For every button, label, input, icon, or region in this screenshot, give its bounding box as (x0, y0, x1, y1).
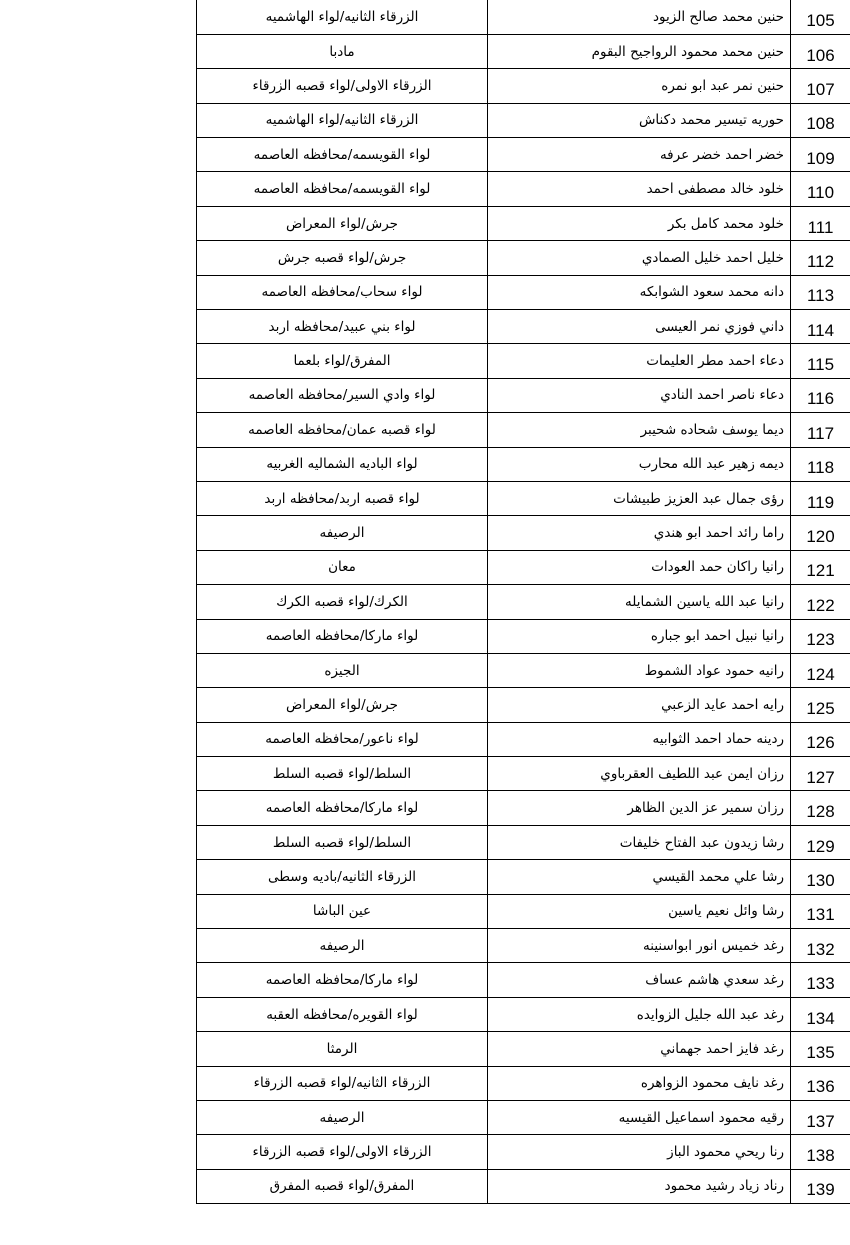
name-cell: رغد خميس انور ابواسنينه (488, 929, 791, 963)
row-number-cell: 118 (791, 447, 850, 481)
name-cell: خليل احمد خليل الصمادي (488, 241, 791, 275)
name-cell: رنا ريحي محمود الباز (488, 1135, 791, 1169)
region-cell: الرصيفه (197, 516, 488, 550)
name-cell: رشا علي محمد القيسي (488, 860, 791, 894)
name-cell: دانه محمد سعود الشوابكه (488, 275, 791, 309)
table-row (197, 894, 850, 928)
table-row (197, 138, 850, 172)
region-cell: لواء الباديه الشماليه الغربيه (197, 447, 488, 481)
region-cell: الزرقاء الثانيه/باديه وسطى (197, 860, 488, 894)
row-number-cell: 128 (791, 791, 850, 825)
table-row (197, 929, 850, 963)
table-row (197, 241, 850, 275)
name-cell: رانيا نبيل احمد ابو جباره (488, 619, 791, 653)
region-cell: لواء القويسمه/محافظه العاصمه (197, 172, 488, 206)
region-cell: جرش/لواء المعراض (197, 688, 488, 722)
region-cell: الرصيفه (197, 929, 488, 963)
row-number-cell: 107 (791, 69, 850, 103)
row-number-cell: 138 (791, 1135, 850, 1169)
table-row (197, 550, 850, 584)
document-sheet (196, 0, 850, 1204)
name-cell: رزان ايمن عبد اللطيف العقرباوي (488, 757, 791, 791)
region-cell: لواء بني عبيد/محافظه اربد (197, 310, 488, 344)
name-cell: ديمه زهير عبد الله محارب (488, 447, 791, 481)
region-cell: لواء ماركا/محافظه العاصمه (197, 963, 488, 997)
row-number-cell: 108 (791, 103, 850, 137)
row-number-cell: 106 (791, 34, 850, 68)
name-cell: رشا زيدون عبد الفتاح خليفات (488, 825, 791, 859)
region-cell: المفرق/لواء بلعما (197, 344, 488, 378)
table-row (197, 722, 850, 756)
region-cell: المفرق/لواء قصبه المفرق (197, 1169, 488, 1203)
table-row (197, 1135, 850, 1169)
table-row (197, 447, 850, 481)
table-row (197, 378, 850, 412)
row-number-cell: 130 (791, 860, 850, 894)
name-cell: حوريه تيسير محمد دكناش (488, 103, 791, 137)
row-number-cell: 114 (791, 310, 850, 344)
region-cell: السلط/لواء قصبه السلط (197, 825, 488, 859)
name-cell: داني فوزي نمر العيسى (488, 310, 791, 344)
name-cell: رناد زياد رشيد محمود (488, 1169, 791, 1203)
row-number-cell: 121 (791, 550, 850, 584)
name-cell: رانيه حمود عواد الشموط (488, 653, 791, 687)
name-cell: حنين نمر عبد ابو نمره (488, 69, 791, 103)
table-row (197, 481, 850, 515)
region-cell: الزرقاء الاولى/لواء قصبه الزرقاء (197, 1135, 488, 1169)
table-row (197, 1066, 850, 1100)
row-number-cell: 116 (791, 378, 850, 412)
row-number-cell: 129 (791, 825, 850, 859)
table-row (197, 34, 850, 68)
region-cell: معان (197, 550, 488, 584)
region-cell: مادبا (197, 34, 488, 68)
row-number-cell: 105 (791, 0, 850, 34)
region-cell: لواء ناعور/محافظه العاصمه (197, 722, 488, 756)
table-row (197, 653, 850, 687)
name-cell: خضر احمد خضر عرفه (488, 138, 791, 172)
row-number-cell: 125 (791, 688, 850, 722)
table-row (197, 310, 850, 344)
name-cell: خلود محمد كامل بكر (488, 206, 791, 240)
region-cell: الجيزه (197, 653, 488, 687)
region-cell: جرش/لواء قصبه جرش (197, 241, 488, 275)
region-cell: لواء ماركا/محافظه العاصمه (197, 791, 488, 825)
region-cell: لواء وادي السير/محافظه العاصمه (197, 378, 488, 412)
row-number-cell: 136 (791, 1066, 850, 1100)
table-row (197, 413, 850, 447)
region-cell: السلط/لواء قصبه السلط (197, 757, 488, 791)
region-cell: عين الباشا (197, 894, 488, 928)
region-cell: الكرك/لواء قصبه الكرك (197, 585, 488, 619)
region-cell: لواء قصبه عمان/محافظه العاصمه (197, 413, 488, 447)
name-cell: ديما يوسف شحاده شحيبر (488, 413, 791, 447)
row-number-cell: 124 (791, 653, 850, 687)
row-number-cell: 127 (791, 757, 850, 791)
region-cell: الزرقاء الاولى/لواء قصبه الزرقاء (197, 69, 488, 103)
table-row (197, 619, 850, 653)
table-row (197, 791, 850, 825)
table-row (197, 344, 850, 378)
region-cell: لواء ماركا/محافظه العاصمه (197, 619, 488, 653)
row-number-cell: 115 (791, 344, 850, 378)
row-number-cell: 122 (791, 585, 850, 619)
name-cell: دعاء ناصر احمد النادي (488, 378, 791, 412)
row-number-cell: 134 (791, 997, 850, 1031)
name-cell: ردينه حماد احمد الثوابيه (488, 722, 791, 756)
region-cell: لواء القويره/محافظه العقبه (197, 997, 488, 1031)
table-row (197, 860, 850, 894)
region-cell: جرش/لواء المعراض (197, 206, 488, 240)
table-row (197, 1169, 850, 1203)
name-cell: رانيا راكان حمد العودات (488, 550, 791, 584)
row-number-cell: 133 (791, 963, 850, 997)
table-row (197, 757, 850, 791)
name-cell: خلود خالد مصطفى احمد (488, 172, 791, 206)
name-cell: رغد عبد الله جليل الزوايده (488, 997, 791, 1031)
row-number-cell: 113 (791, 275, 850, 309)
table-row (197, 103, 850, 137)
row-number-cell: 126 (791, 722, 850, 756)
name-cell: حنين محمد محمود الرواجيح البقوم (488, 34, 791, 68)
row-number-cell: 117 (791, 413, 850, 447)
name-cell: رقيه محمود اسماعيل القيسيه (488, 1101, 791, 1135)
table-row (197, 0, 850, 34)
name-cell: حنين محمد صالح الزيود (488, 0, 791, 34)
row-number-cell: 111 (791, 206, 850, 240)
row-number-cell: 110 (791, 172, 850, 206)
row-number-cell: 132 (791, 929, 850, 963)
row-number-cell: 131 (791, 894, 850, 928)
names-table (196, 0, 850, 1204)
name-cell: رشا وائل نعيم ياسين (488, 894, 791, 928)
table-row (197, 997, 850, 1031)
row-number-cell: 139 (791, 1169, 850, 1203)
table-row (197, 516, 850, 550)
row-number-cell: 135 (791, 1032, 850, 1066)
region-cell: الزرقاء الثانيه/لواء قصبه الزرقاء (197, 1066, 488, 1100)
name-cell: رايه احمد عايد الزعبي (488, 688, 791, 722)
row-number-cell: 137 (791, 1101, 850, 1135)
name-cell: رغد فايز احمد جهماني (488, 1032, 791, 1066)
name-cell: رغد نايف محمود الزواهره (488, 1066, 791, 1100)
region-cell: الرصيفه (197, 1101, 488, 1135)
table-row (197, 69, 850, 103)
name-cell: دعاء احمد مطر العليمات (488, 344, 791, 378)
table-row (197, 172, 850, 206)
name-cell: رانيا عبد الله ياسين الشمايله (488, 585, 791, 619)
table-row (197, 1032, 850, 1066)
region-cell: الزرقاء الثانيه/لواء الهاشميه (197, 103, 488, 137)
table-row (197, 688, 850, 722)
table-row (197, 1101, 850, 1135)
region-cell: لواء القويسمه/محافظه العاصمه (197, 138, 488, 172)
name-cell: راما رائد احمد ابو هندي (488, 516, 791, 550)
table-body (197, 0, 850, 1204)
region-cell: الرمثا (197, 1032, 488, 1066)
region-cell: الزرقاء الثانيه/لواء الهاشميه (197, 0, 488, 34)
row-number-cell: 112 (791, 241, 850, 275)
row-number-cell: 123 (791, 619, 850, 653)
table-row (197, 825, 850, 859)
name-cell: رزان سمير عز الدين الظاهر (488, 791, 791, 825)
region-cell: لواء قصبه اربد/محافظه اربد (197, 481, 488, 515)
row-number-cell: 119 (791, 481, 850, 515)
table-row (197, 206, 850, 240)
row-number-cell: 120 (791, 516, 850, 550)
table-row (197, 963, 850, 997)
table-row (197, 275, 850, 309)
table-row (197, 585, 850, 619)
name-cell: رغد سعدي هاشم عساف (488, 963, 791, 997)
region-cell: لواء سحاب/محافظه العاصمه (197, 275, 488, 309)
row-number-cell: 109 (791, 138, 850, 172)
name-cell: رؤى جمال عبد العزيز طبيشات (488, 481, 791, 515)
